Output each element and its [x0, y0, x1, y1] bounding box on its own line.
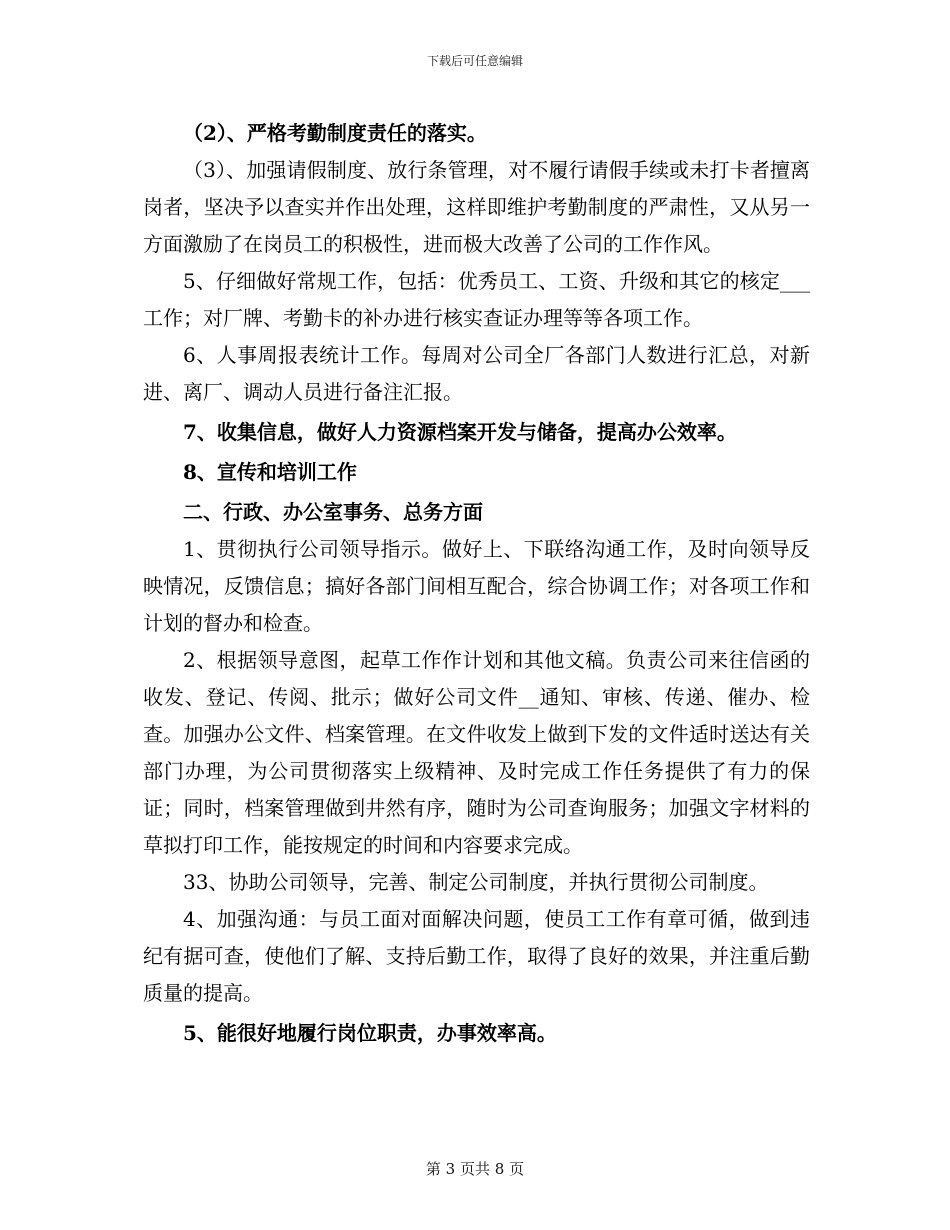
- paragraph-2: （3）、加强请假制度、放行条管理，对不履行请假手续或未打卡者擅离岗者，坚决予以查实并作出处理，这样即维护考勤制度的严肃性，又从另一方面激励了在岗员工的积极性，进而极大改善了公司的工作作风。: [143, 158, 810, 256]
- paragraph-8: 2、根据领导意图，起草工作作计划和其他文稿。负责公司来往信函的收发、登记、传阅、批示；做好公司文件__通知、审核、传递、催办、检查。加强办公文件、档案管理。在文件收发上做到下发的文件适时送达有关部门办理，为公司贯彻落实上级精神、及时完成工作任务提供了有力的保证；同时，档案管理做到井然有序，随时为公司查询服务；加强文字材料的草拟打印工作，能按规定的时间和内容要求完成。: [143, 648, 810, 857]
- page-number: 第 3 页共 8 页: [425, 1160, 525, 1178]
- section-heading-2: 二、行政、办公室事务、总务方面: [183, 500, 483, 524]
- paragraph-1: （2）、严格考勤制度责任的落实。: [183, 121, 487, 145]
- paragraph-7: 1、贯彻执行公司领导指示。做好上、下联络沟通工作，及时向领导反映情况，反馈信息；搞好各部门间相互配合，综合协调工作；对各项工作和计划的督办和检查。: [143, 537, 810, 635]
- page-header-note: 下载后可任意编辑: [426, 54, 523, 68]
- paragraph-11: 5、能很好地履行岗位职责，办事效率高。: [183, 1021, 557, 1045]
- paragraph-5: 7、收集信息，做好人力资源档案开发与储备，提高办公效率。: [183, 420, 737, 444]
- paragraph-9: 33、协助公司领导，完善、制定公司制度，并执行贯彻公司制度。: [183, 870, 769, 894]
- paragraph-6: 8、宣传和培训工作: [183, 460, 357, 484]
- document-body: [143, 112, 810, 1052]
- paragraph-4: 6、人事周报表统计工作。每周对公司全厂各部门人数进行汇总，对新进、离厂、调动人员进行备注汇报。: [143, 343, 810, 404]
- paragraph-3: 5、仔细做好常规工作，包括：优秀员工、工资、升级和其它的核定___工作；对厂牌、考勤卡的补办进行核实查证办理等等各项工作。: [143, 269, 810, 330]
- paragraph-10: 4、加强沟通：与员工面对面解决问题，使员工工作有章可循，做到违纪有据可查，使他们了解、支持后勤工作，取得了良好的效果，并注重后勤质量的提高。: [143, 907, 810, 1005]
